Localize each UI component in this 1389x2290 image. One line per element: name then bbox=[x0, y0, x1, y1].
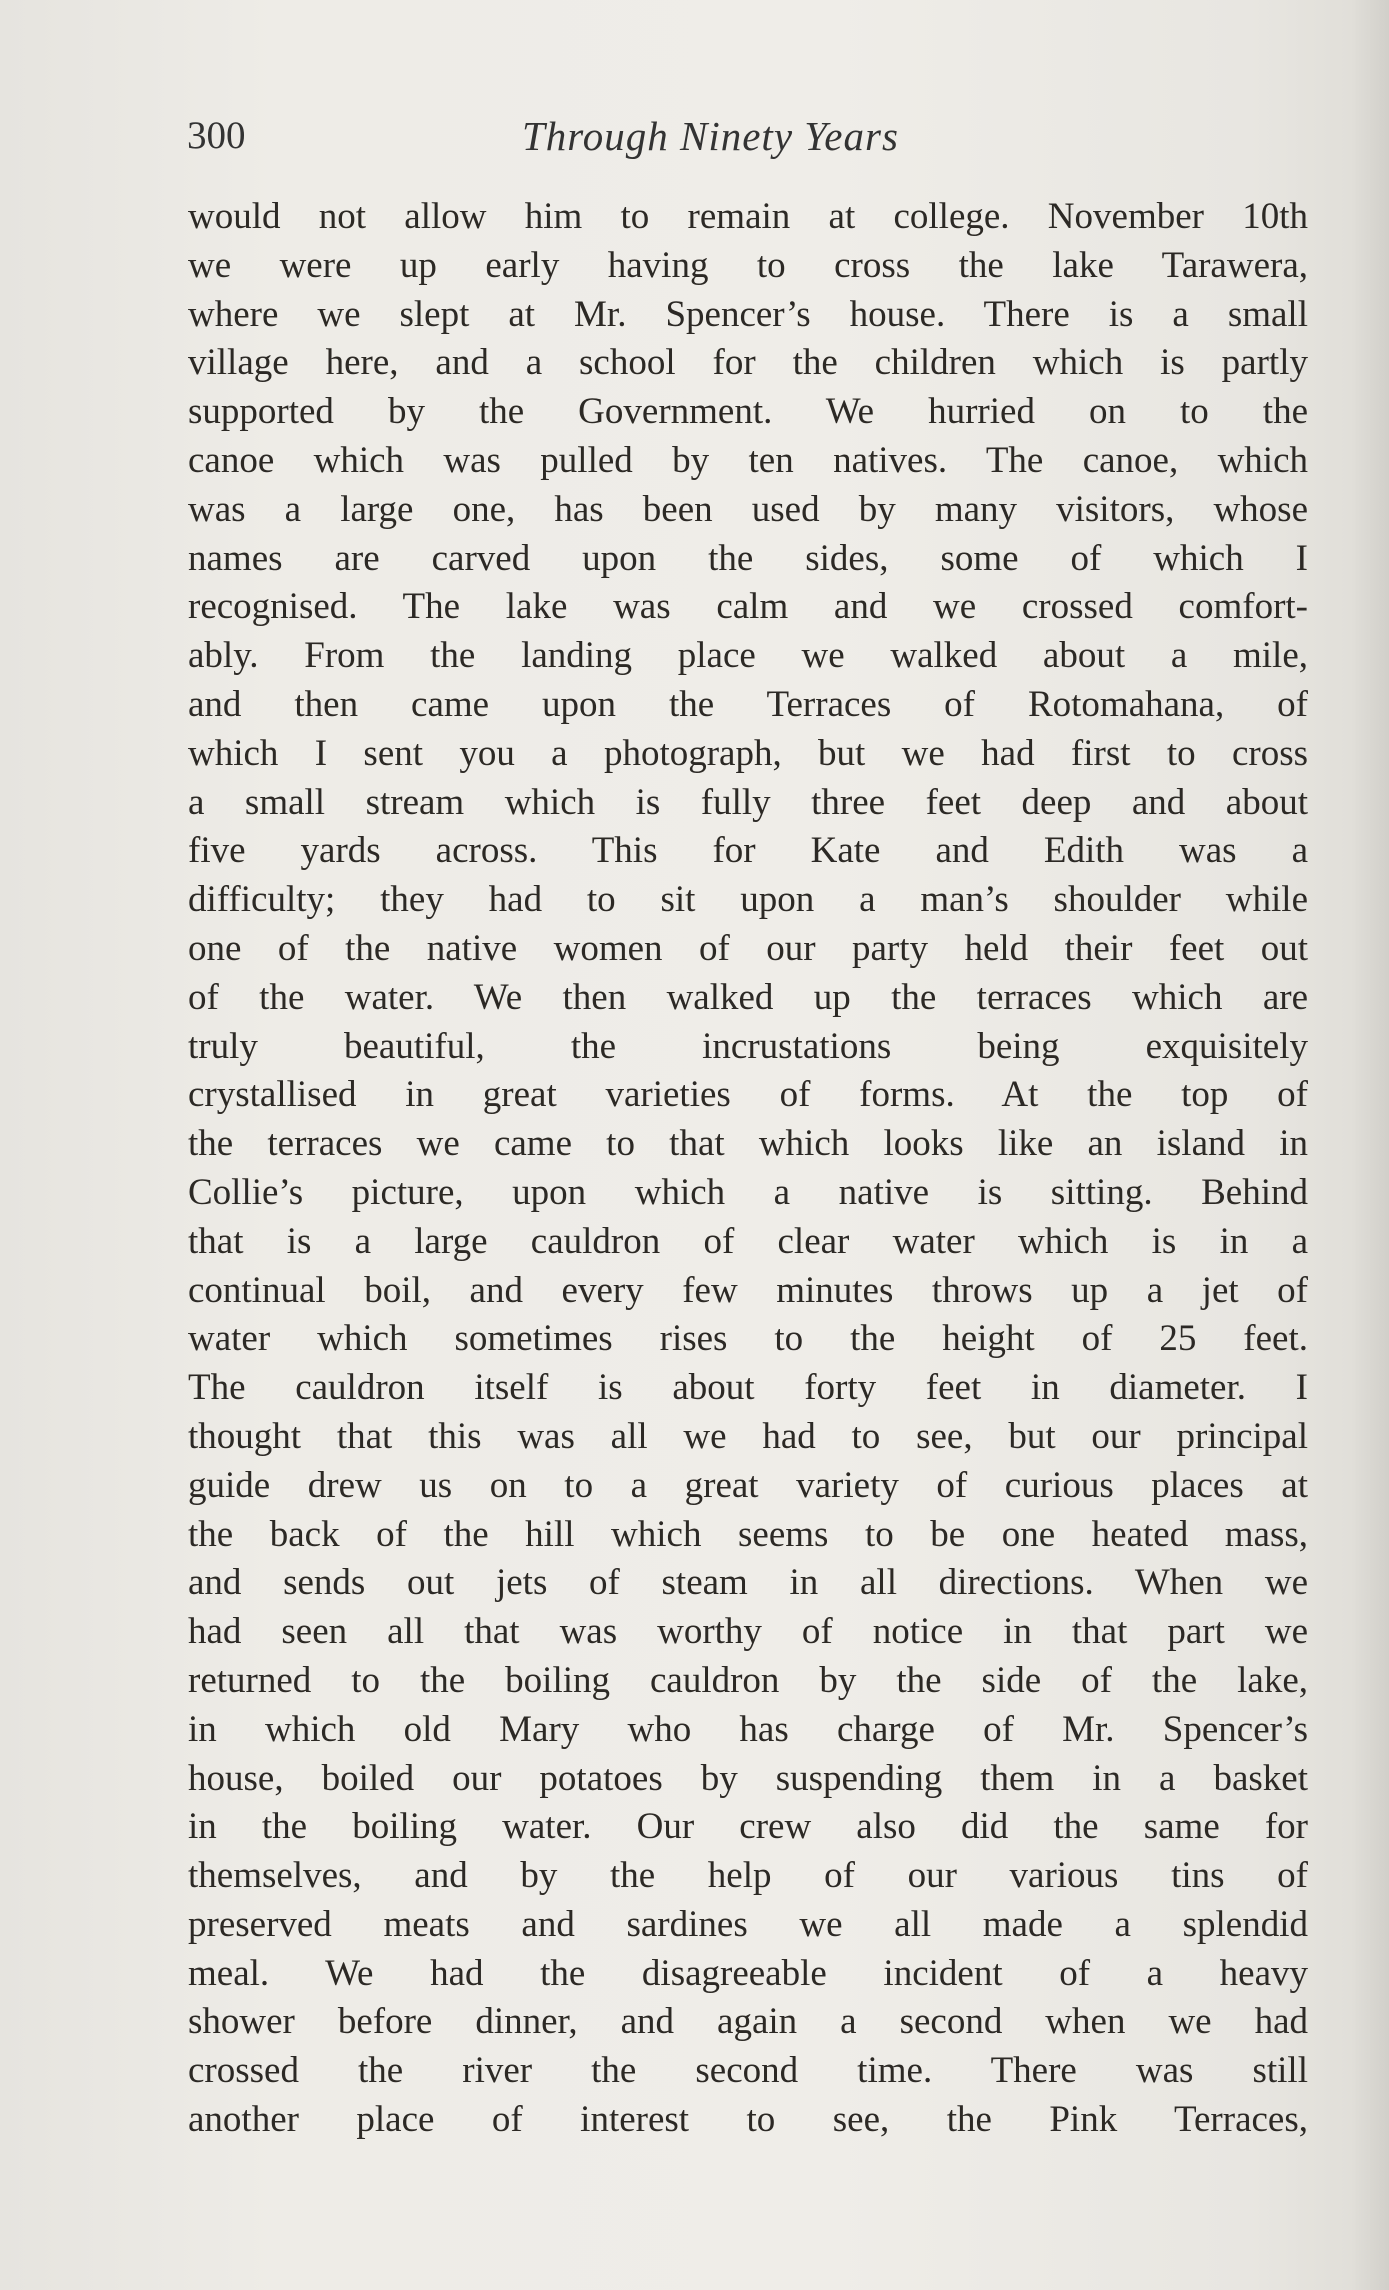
text-line: that is a large cauldron of clear water which is in a bbox=[188, 1220, 1308, 1262]
text-line: five yards across. This for Kate and Edith was a bbox=[188, 830, 1308, 872]
text-line: canoe which was pulled by ten natives. The canoe, which bbox=[188, 439, 1308, 481]
text-line: of the water. We then walked up the terraces which are bbox=[188, 976, 1308, 1018]
text-line: the back of the hill which seems to be one heated mass, bbox=[188, 1513, 1308, 1555]
text-line: The cauldron itself is about forty feet in diameter. I bbox=[188, 1367, 1308, 1409]
text-line: truly beautiful, the incrustations being exquisitely bbox=[188, 1025, 1308, 1067]
text-line: house, boiled our potatoes by suspending them in a basket bbox=[188, 1757, 1308, 1799]
text-line: had seen all that was worthy of notice in that part we bbox=[188, 1611, 1308, 1653]
text-line: difficulty; they had to sit upon a man’s shoulder while bbox=[188, 879, 1308, 921]
text-line: themselves, and by the help of our various tins of bbox=[188, 1855, 1308, 1897]
text-line: crossed the river the second time. There was still bbox=[188, 2050, 1308, 2092]
text-line: guide drew us on to a great variety of curious places at bbox=[188, 1464, 1308, 1506]
text-line: names are carved upon the sides, some of which I bbox=[188, 537, 1308, 579]
text-line: ably. From the landing place we walked about a mile, bbox=[188, 635, 1308, 677]
text-line: and sends out jets of steam in all directions. When we bbox=[188, 1562, 1308, 1604]
text-line: in the boiling water. Our crew also did the same for bbox=[188, 1806, 1308, 1848]
text-line: recognised. The lake was calm and we crossed comfort- bbox=[188, 586, 1308, 628]
page-number: 300 bbox=[187, 114, 246, 157]
running-head bbox=[187, 110, 1307, 162]
text-line: the terraces we came to that which looks like an island in bbox=[188, 1123, 1308, 1165]
text-line: continual boil, and every few minutes throws up a jet of bbox=[188, 1269, 1308, 1311]
text-line: would not allow him to remain at college. November 10th bbox=[188, 196, 1308, 237]
text-line: crystallised in great varieties of forms. At the top of bbox=[188, 1074, 1308, 1116]
text-line: was a large one, has been used by many visitors, whose bbox=[188, 488, 1308, 530]
text-line: a small stream which is fully three feet deep and about bbox=[188, 781, 1308, 823]
text-line: preserved meats and sardines we all made a splendid bbox=[188, 1903, 1308, 1945]
text-line: in which old Mary who has charge of Mr. Spencer’s bbox=[188, 1708, 1308, 1750]
body-text bbox=[188, 193, 1308, 2145]
text-line: another place of interest to see, the Pink Terraces, bbox=[188, 2099, 1308, 2141]
text-line: thought that this was all we had to see, but our principal bbox=[188, 1415, 1308, 1457]
running-title: Through Ninety Years bbox=[522, 113, 899, 159]
text-line: meal. We had the disagreeable incident of a heavy bbox=[188, 1952, 1308, 1994]
text-line: shower before dinner, and again a second when we had bbox=[188, 2001, 1308, 2043]
text-line: one of the native women of our party held their feet out bbox=[188, 927, 1308, 969]
text-line: water which sometimes rises to the height of 25 feet. bbox=[188, 1318, 1308, 1360]
text-line: returned to the boiling cauldron by the side of the lake, bbox=[188, 1659, 1308, 1701]
text-line: Collie’s picture, upon which a native is sitting. Behind bbox=[188, 1171, 1308, 1213]
text-line: we were up early having to cross the lake Tarawera, bbox=[188, 244, 1308, 286]
text-line: village here, and a school for the children which is partly bbox=[188, 342, 1308, 384]
text-line: which I sent you a photograph, but we had first to cross bbox=[188, 732, 1308, 774]
text-line: and then came upon the Terraces of Rotomahana, of bbox=[188, 683, 1308, 725]
text-line: supported by the Government. We hurried on to the bbox=[188, 391, 1308, 433]
text-line: where we slept at Mr. Spencer’s house. There is a small bbox=[188, 293, 1308, 335]
